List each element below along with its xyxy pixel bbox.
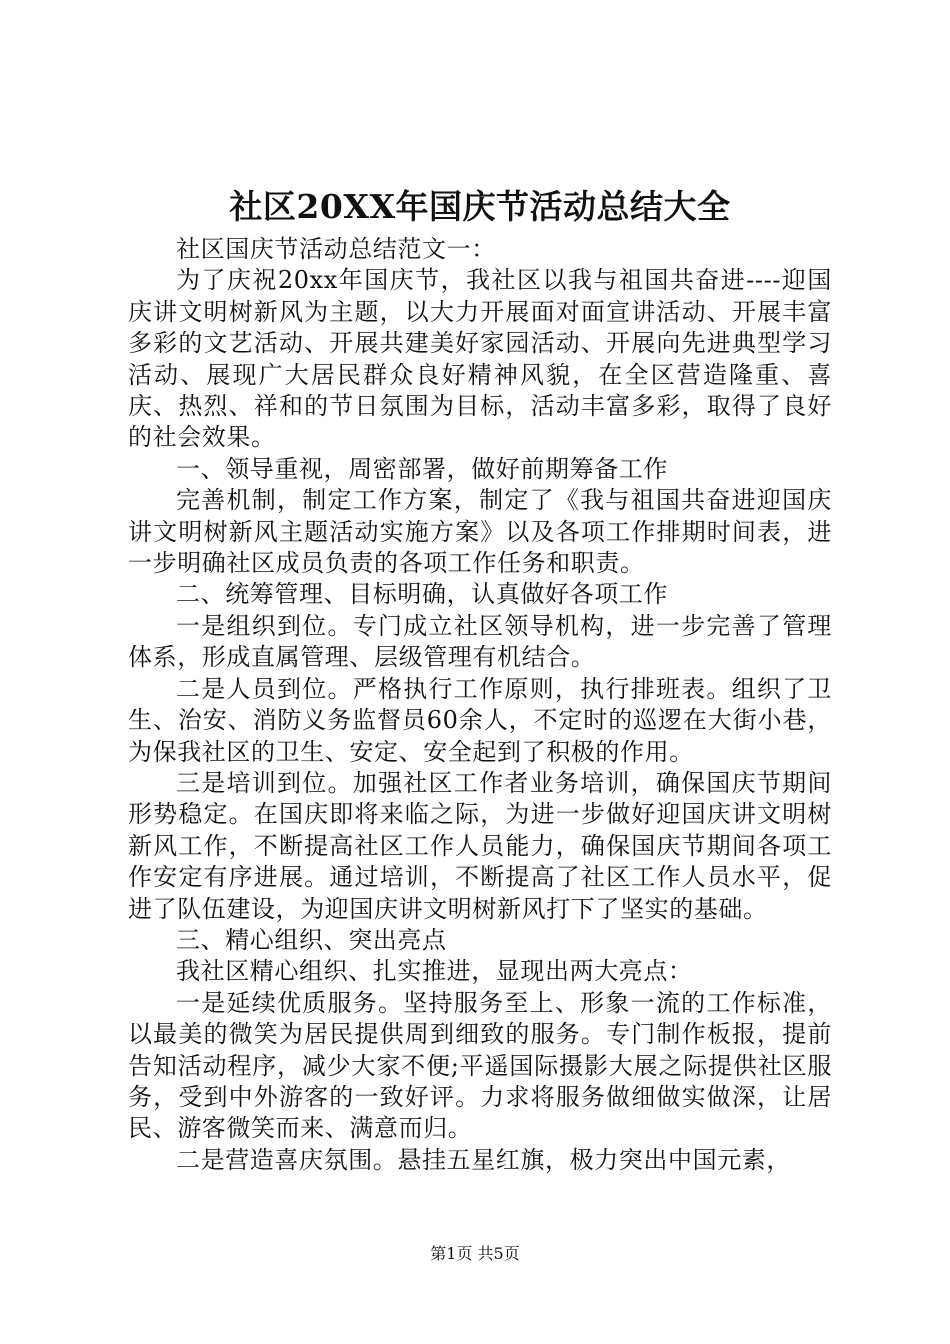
section-heading: 三、精心组织、突出亮点 [176,925,447,954]
paragraph: 二是营造喜庆氛围。悬挂五星红旗，极力突出中国元素， [176,1145,791,1174]
section-heading: 一、领导重视，周密部署，做好前期筹备工作 [176,454,668,483]
paragraph: 一是组织到位。专门成立社区领导机构，进一步完善了管理体系，形成直属管理、层级管理有机结合。 [128,611,832,672]
page-footer: 第1页 共5页 [430,1244,520,1263]
paragraph: 为了庆祝20xx年国庆节，我社区以我与祖国共奋进----迎国庆讲文明树新风为主题，以大力开展面对面宣讲活动、开展丰富多彩的文艺活动、开展共建美好家园活动、开展向先进典型学习活动、展现广大居民群众良好精神风貌，在全区营造隆重、喜庆、热烈、祥和的节日氛围为目标，活动丰富多彩，取得了良好的社会效果。 [128,266,832,452]
document-title: 社区20XX年国庆节活动总结大全 [229,187,731,226]
paragraph: 社区国庆节活动总结范文一： [176,235,496,263]
paragraph: 三是培训到位。加强社区工作者业务培训，确保国庆节期间形势稳定。在国庆即将来临之际，为进一步做好迎国庆讲文明树新风工作，不断提高社区工作人员能力，确保国庆节期间各项工作安定有序进展。通过培训，不断提高了社区工作人员水平，促进了队伍建设，为迎国庆讲文明树新风打下了坚实的基础。 [128,768,832,923]
paragraph: 我社区精心组织、扎实推进，显现出两大亮点： [176,957,693,986]
paragraph: 二是人员到位。严格执行工作原则，执行排班表。组织了卫生、治安、消防义务监督员60余人，不定时的巡逻在大街小巷，为保我社区的卫生、安定、安全起到了积极的作用。 [128,674,832,766]
paragraph: 一是延续优质服务。坚持服务至上、形象一流的工作标准，以最美的微笑为居民提供周到细致的服务。专门制作板报，提前告知活动程序，减少大家不便;平遥国际摄影大展之际提供社区服务，受到中外游客的一致好评。力求将服务做细做实做深，让居民、游客微笑而来、满意而归。 [128,988,832,1143]
section-heading: 二、统筹管理、目标明确，认真做好各项工作 [176,580,668,609]
paragraph: 完善机制，制定工作方案，制定了《我与祖国共奋进迎国庆讲文明树新风主题活动实施方案》以及各项工作排期时间表，进一步明确社区成员负责的各项工作任务和职责。 [128,486,832,578]
document-page [128,182,832,1176]
